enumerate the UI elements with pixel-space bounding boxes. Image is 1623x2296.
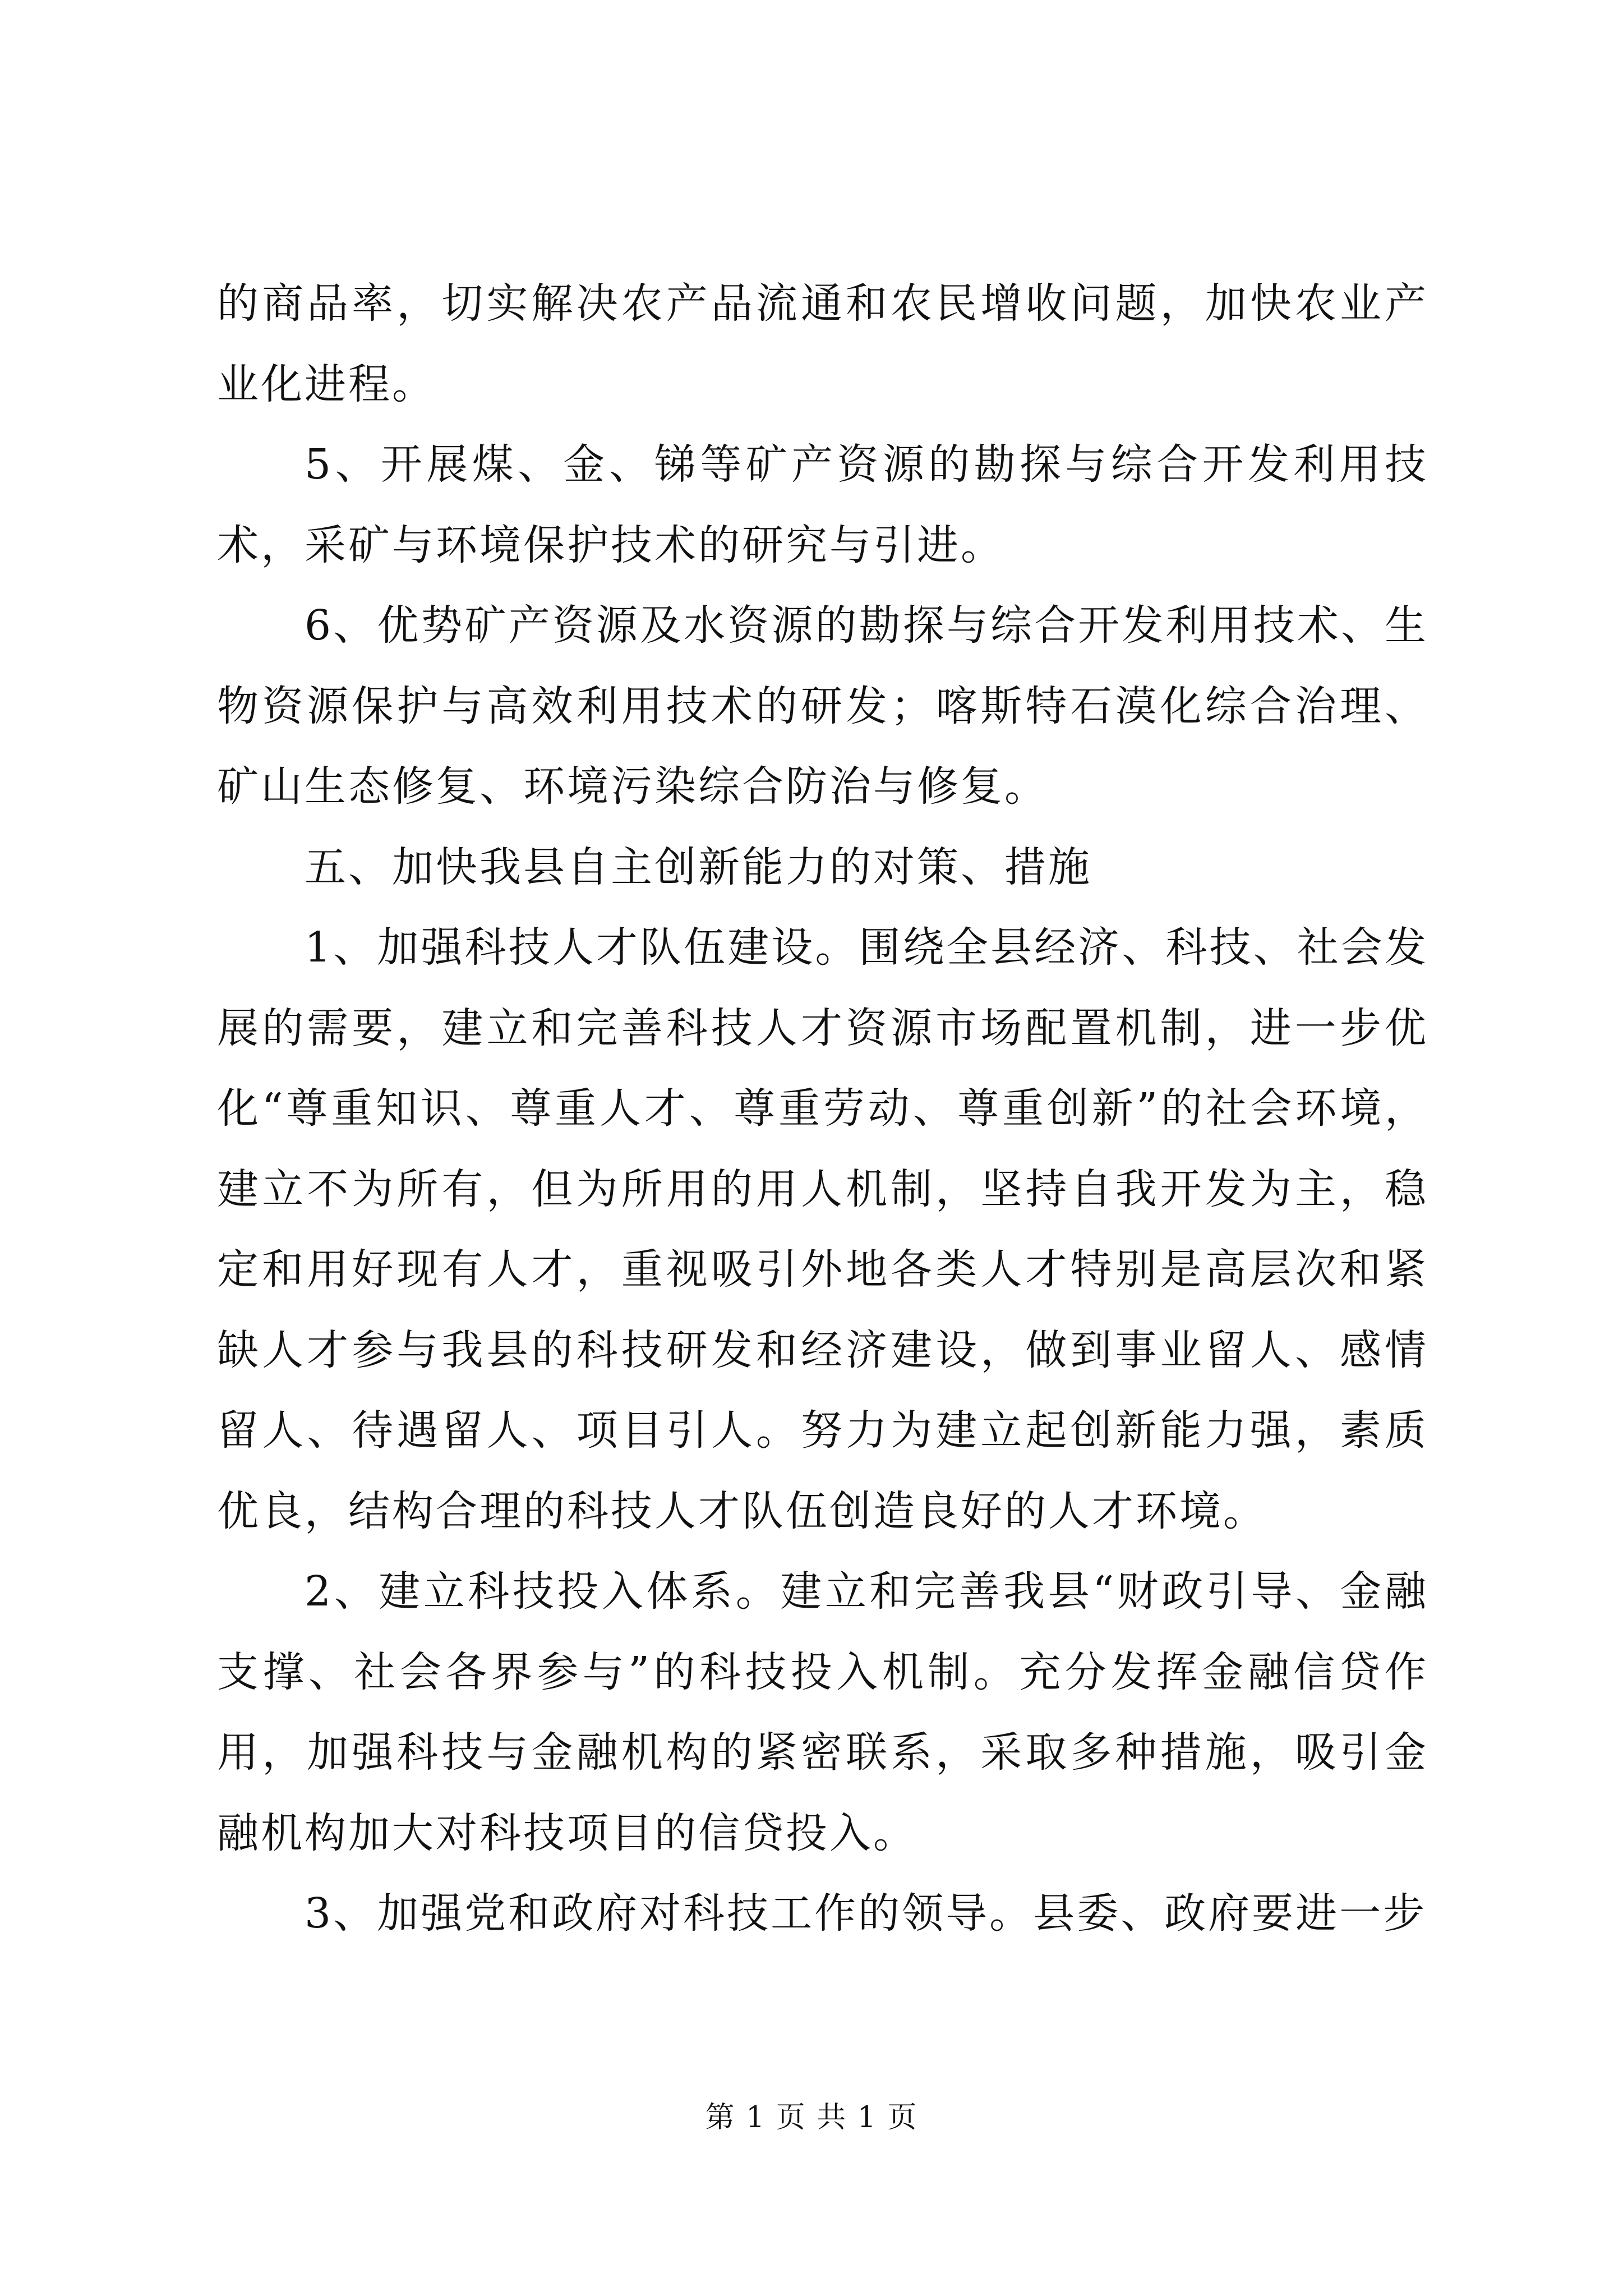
- paragraph-measure-2: 2、建立科技投入体系。建立和完善我县“财政引导、金融支撑、社会各界参与”的科技投入机制。充分发挥金融信贷作用，加强科技与金融机构的紧密联系，采取多种措施，吸引金融机构加大对科技项目的信贷投入。: [217, 1567, 1428, 1857]
- document-body: [217, 264, 1428, 1954]
- paragraph-measure-3: 3、加强党和政府对科技工作的领导。县委、政府要进一步: [305, 1889, 1427, 1938]
- page-number-footer: 第 1 页 共 1 页: [705, 2101, 918, 2134]
- paragraph-item-5: 5、开展煤、金、锑等矿产资源的勘探与综合开发利用技术，采矿与环境保护技术的研究与引进。: [217, 440, 1428, 569]
- paragraph-measure-1: 1、加强科技人才队伍建设。围绕全县经济、科技、社会发展的需要，建立和完善科技人才资源市场配置机制，进一步优化“尊重知识、尊重人才、尊重劳动、尊重创新”的社会环境，建立不为所有，但为所用的用人机制，坚持自我开发为主，稳定和用好现有人才，重视吸引外地各类人才特别是高层次和紧缺人才参与我县的科技研发和经济建设，做到事业留人、感情留人、待遇留人、项目引人。努力为建立起创新能力强，素质优良，结构合理的科技人才队伍创造良好的人才环境。: [217, 923, 1428, 1535]
- paragraph-continuation: 的商品率，切实解决农产品流通和农民增收问题，加快农业产业化进程。: [217, 279, 1428, 408]
- section-heading-5: 五、加快我县自主创新能力的对策、措施: [305, 843, 1092, 891]
- paragraph-item-6: 6、优势矿产资源及水资源的勘探与综合开发利用技术、生物资源保护与高效利用技术的研发；喀斯特石漠化综合治理、矿山生态修复、环境污染综合防治与修复。: [217, 601, 1428, 811]
